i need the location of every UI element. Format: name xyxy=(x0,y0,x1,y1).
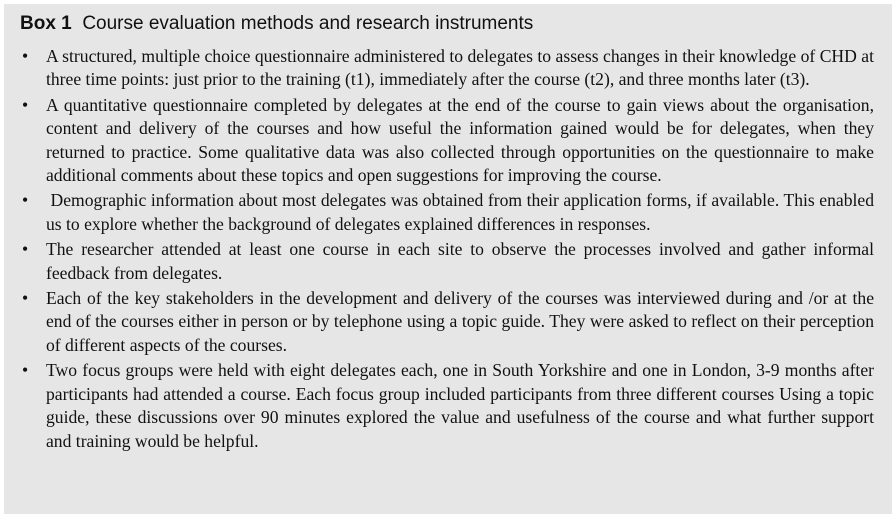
bullet-icon: • xyxy=(22,190,29,211)
bullet-icon: • xyxy=(22,288,29,309)
bullet-icon: • xyxy=(22,46,29,66)
bullet-icon: • xyxy=(22,94,29,115)
list-item-text: A quantitative questionnaire completed by delegates at the end of the course to gain views about the organisation, content and delivery of the courses and how useful the information gained would be for delegates, when they returned to practice. Some qualitative data was also collected through opportunities on the questionnaire to make additional comments about these topics and open suggestions for improving the course. xyxy=(46,94,874,186)
methods-list xyxy=(20,45,879,453)
box-title: Course evaluation methods and research instruments xyxy=(82,13,534,34)
list-item-text: Demographic information about most delegates was obtained from their application forms, if available. This enabled us to explore whether the background of delegates explained differences in responses. xyxy=(46,190,879,234)
list-item xyxy=(20,94,874,188)
box-label: Box 1 xyxy=(20,13,72,34)
list-item-text: Each of the key stakeholders in the development and delivery of the courses was interviewed during and /or at the end of the courses either in person or by telephone using a topic guide. They were asked to reflect on their perception of different aspects of the courses. xyxy=(46,288,874,355)
list-item xyxy=(20,238,874,285)
list-item xyxy=(20,287,874,357)
box-heading xyxy=(20,13,874,35)
list-item-text: Two focus groups were held with eight delegates each, one in South Yorkshire and one in London, 3-9 months after participants had attended a course. Each focus group included participants from three different courses Using a topic guide, these discussions over 90 minutes explored the value and usefulness of the course and what further support and training would be helpful. xyxy=(46,360,874,451)
list-item xyxy=(20,359,874,453)
bullet-icon: • xyxy=(22,239,29,260)
list-item xyxy=(20,189,879,236)
bullet-icon: • xyxy=(22,360,29,381)
list-item-text: The researcher attended at least one course in each site to observe the processes involved and gather informal feedback from delegates. xyxy=(46,239,874,283)
list-item-text: A structured, multiple choice questionnaire administered to delegates to assess changes in their knowledge of CHD at three time points: just prior to the training (t1), immediately after the course (t2), and three months later (t3). xyxy=(46,46,874,90)
list-item xyxy=(20,45,874,92)
evaluation-methods-box xyxy=(4,4,892,514)
